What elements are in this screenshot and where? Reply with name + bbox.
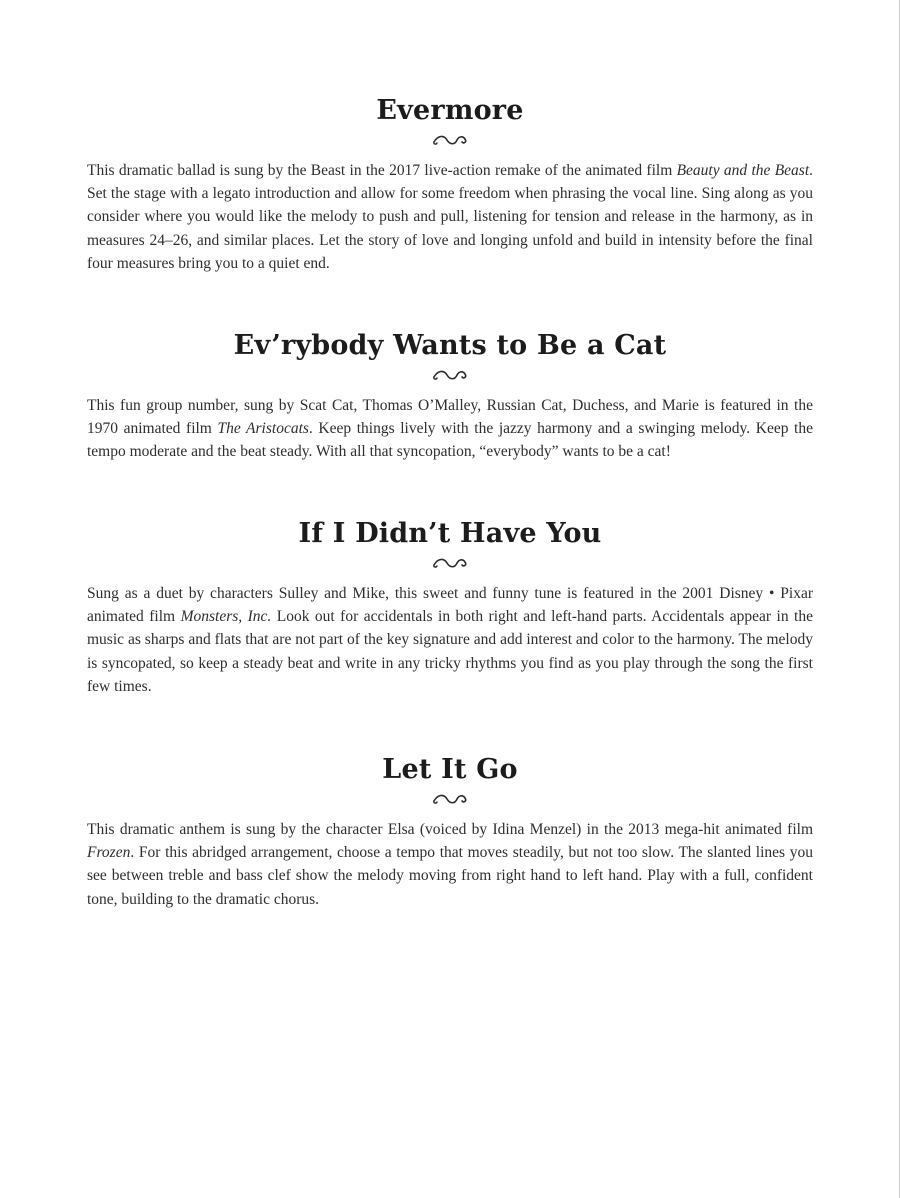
description-text: Sung as a duet by characters Sulley and Mike, this sweet and funny tune is featured in the 2001 Disney • Pixar animated film — [87, 585, 813, 626]
film-title: Monsters, Inc. — [180, 608, 272, 626]
film-title: Frozen — [87, 844, 131, 862]
section-evermore — [87, 93, 813, 275]
section-title: Ev’rybody Wants to Be a Cat — [233, 330, 667, 361]
section-if-i-didnt-have-you — [87, 516, 813, 698]
section-let-it-go — [87, 752, 813, 911]
film-title: Beauty and the Beast — [676, 162, 810, 179]
section-description — [87, 582, 813, 698]
section-title: Let It Go — [382, 754, 518, 785]
film-title: The Aristocats — [217, 420, 309, 438]
section-description — [87, 159, 813, 275]
section-title: Evermore — [376, 95, 524, 126]
description-text: . For this abridged arrangement, choose a tempo that moves steadily, but not too slow. The slanted lines you see between treble and bass clef show the melody moving from right hand to left hand. Play with a full, confident tone, building to the dramatic chorus. — [87, 844, 813, 908]
flourish-icon — [430, 790, 470, 808]
flourish-icon — [430, 131, 470, 149]
section-description — [87, 818, 813, 911]
section-description — [87, 394, 813, 464]
description-text: . Keep things lively with the jazzy harmony and a swinging melody. Keep the tempo moderate and the beat steady. With all that syncopation, “everybody” wants to be a cat! — [87, 420, 813, 461]
description-text: This dramatic anthem is sung by the character Elsa (voiced by Idina Menzel) in the 2013 mega-hit animated film — [87, 821, 813, 838]
description-text: This fun group number, sung by Scat Cat, Thomas O’Malley, Russian Cat, Duchess, and Marie is featured in the 1970 animated film — [87, 397, 813, 438]
description-text: Look out for accidentals in both right and left-hand parts. Accidentals appear in the music as sharps and flats that are not part of the key signature and add interest and color to the harmony. The melody is syncopated, so keep a steady beat and write in any tricky rhythms you find as you play through the song the first few times. — [87, 608, 813, 695]
description-text: . Set the stage with a legato introduction and allow for some freedom when phrasing the vocal line. Sing along as you consider where you would like the melody to push and pull, listening for tension and release in the harmony, as in measures 24–26, and similar places. Let the story of love and longing unfold and build in intensity before the final four measures bring you to a quiet end. — [87, 162, 814, 272]
flourish-icon — [430, 554, 470, 572]
flourish-icon — [430, 366, 470, 384]
section-title: If I Didn’t Have You — [298, 518, 602, 549]
description-text: This dramatic ballad is sung by the Beast in the 2017 live-action remake of the animated film — [87, 162, 677, 179]
section-everybody-wants-to-be-a-cat — [87, 328, 813, 464]
